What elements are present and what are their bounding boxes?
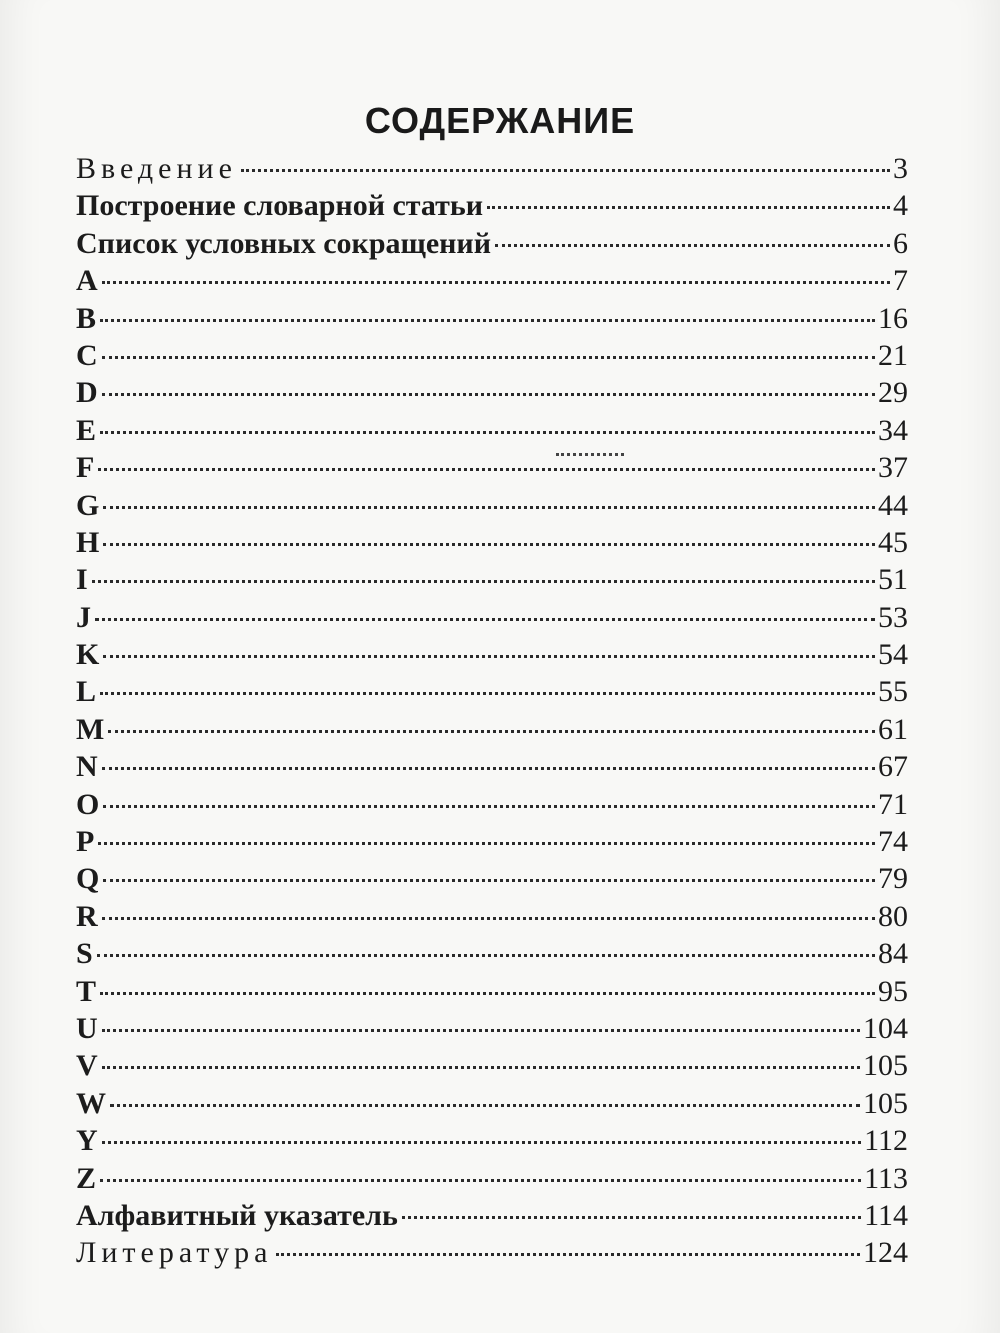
toc-entry	[76, 187, 908, 224]
page-title: СОДЕРЖАНИЕ	[364, 100, 636, 142]
toc-entry	[76, 337, 908, 374]
toc-entry	[76, 636, 908, 673]
toc-entry-label: B	[76, 301, 97, 335]
toc-entry-label: Список условных сокращений	[76, 226, 492, 260]
toc-entry-label: A	[76, 264, 98, 298]
toc-entry-page-number: 71	[878, 787, 908, 821]
toc-entry	[76, 1160, 908, 1197]
toc-entry-page-number: 29	[878, 376, 908, 410]
dot-leader	[102, 767, 875, 770]
toc-entry-page-number: 113	[864, 1161, 908, 1195]
dot-leader	[103, 655, 875, 658]
toc-entry-label: F	[76, 451, 95, 485]
toc-entry	[76, 711, 908, 748]
toc-entry-page-number: 34	[878, 413, 908, 447]
toc-entry-label: S	[76, 937, 93, 971]
toc-entry-label: Y	[76, 1124, 98, 1158]
toc-entry	[76, 898, 908, 935]
dot-leader	[102, 356, 875, 359]
toc-entry	[76, 412, 908, 449]
toc-entry	[76, 1234, 908, 1271]
toc-entry-page-number: 51	[878, 563, 908, 597]
dot-leader	[100, 992, 875, 995]
toc-entry-label: N	[76, 750, 98, 784]
toc-entry-label: U	[76, 1011, 98, 1045]
toc-entry	[76, 1085, 908, 1122]
toc-entry-page-number: 80	[878, 899, 908, 933]
toc-entry-page-number: 53	[878, 600, 908, 634]
toc-entry	[76, 748, 908, 785]
dot-leader	[108, 730, 875, 733]
toc-entry-page-number: 114	[864, 1198, 908, 1232]
toc-entry-page-number: 79	[878, 862, 908, 896]
toc-entry	[76, 673, 908, 710]
toc-entry-label: Алфавитный указатель	[76, 1198, 398, 1232]
dot-leader	[97, 954, 875, 957]
toc-entry-page-number: 84	[878, 937, 908, 971]
toc-entry-page-number: 74	[878, 825, 908, 859]
toc-entry-page-number: 55	[878, 675, 908, 709]
toc-entry	[76, 150, 908, 187]
dot-leader	[98, 842, 875, 845]
dot-leader	[402, 1216, 861, 1219]
toc-entry	[76, 487, 908, 524]
dot-leader	[103, 879, 875, 882]
dot-leader	[103, 506, 875, 509]
toc-entry	[76, 300, 908, 337]
toc-entry-label: T	[76, 974, 97, 1008]
toc-entry-page-number: 54	[878, 638, 908, 672]
toc-entry-page-number: 124	[863, 1236, 908, 1270]
toc-entry	[76, 1197, 908, 1234]
dot-leader	[102, 917, 875, 920]
toc-entry-label: I	[76, 563, 88, 597]
toc-entry-label: Литература	[76, 1236, 273, 1270]
toc-entry-label: H	[76, 525, 100, 559]
toc-entry	[76, 599, 908, 636]
dot-leader	[102, 393, 875, 396]
toc-entry-page-number: 67	[878, 750, 908, 784]
toc-entry-page-number: 105	[863, 1049, 908, 1083]
toc-entry	[76, 449, 908, 486]
toc-entry-label: C	[76, 338, 98, 372]
dot-leader	[110, 1104, 860, 1107]
dot-leader	[100, 1179, 861, 1182]
toc-entry-page-number: 105	[863, 1086, 908, 1120]
dot-leader	[92, 580, 875, 583]
toc-entry	[76, 374, 908, 411]
dot-leader	[95, 618, 875, 621]
dot-leader	[103, 805, 875, 808]
toc-entry-page-number: 95	[878, 974, 908, 1008]
dot-leader	[102, 1029, 860, 1032]
toc-entry	[76, 1047, 908, 1084]
dot-leader	[495, 244, 890, 247]
toc-entry-page-number: 44	[878, 488, 908, 522]
toc-entry-page-number: 3	[893, 152, 908, 185]
dot-leader	[98, 468, 875, 471]
toc-entry-label: Q	[76, 862, 100, 896]
dot-leader	[103, 543, 875, 546]
toc-entry-label: M	[76, 712, 105, 746]
stray-dots	[556, 453, 624, 456]
toc-entry-page-number: 16	[878, 301, 908, 335]
toc-entry	[76, 1010, 908, 1047]
dot-leader	[102, 281, 890, 284]
toc-entry-label: K	[76, 638, 100, 672]
dot-leader	[100, 692, 875, 695]
toc-entry-page-number: 112	[864, 1124, 908, 1158]
dot-leader	[102, 1141, 861, 1144]
dot-leader	[241, 169, 890, 172]
toc-entry	[76, 935, 908, 972]
toc-entry-label: Z	[76, 1161, 97, 1195]
toc-entry-page-number: 45	[878, 525, 908, 559]
toc-entry	[76, 973, 908, 1010]
toc-entry-label: O	[76, 787, 100, 821]
dot-leader	[100, 319, 875, 322]
dot-leader	[100, 431, 875, 434]
dot-leader	[102, 1066, 860, 1069]
toc-entry	[76, 823, 908, 860]
dot-leader	[276, 1253, 860, 1256]
toc-entry	[76, 1122, 908, 1159]
toc-entry-page-number: 4	[893, 189, 908, 223]
toc-entry-page-number: 7	[893, 264, 908, 298]
toc-entry-label: J	[76, 600, 91, 634]
toc-entry	[76, 225, 908, 262]
toc-entry	[76, 524, 908, 561]
toc-entry	[76, 561, 908, 598]
toc-entry-page-number: 37	[878, 451, 908, 485]
toc-entry-label: G	[76, 488, 100, 522]
toc-entry-label: E	[76, 413, 97, 447]
toc-entry-label: L	[76, 675, 97, 709]
toc-entry-page-number: 6	[893, 226, 908, 260]
dot-leader	[487, 206, 890, 209]
toc-entry-label: D	[76, 376, 98, 410]
toc-entry	[76, 860, 908, 897]
toc-entry-label: W	[76, 1086, 106, 1120]
toc-entry-page-number: 21	[878, 338, 908, 372]
toc-entry-label: V	[76, 1049, 98, 1083]
toc-entry-label: R	[76, 899, 98, 933]
table-of-contents	[76, 150, 908, 1272]
toc-entry-label: Построение словарной статьи	[76, 189, 484, 223]
toc-entry	[76, 786, 908, 823]
toc-entry-page-number: 104	[863, 1011, 908, 1045]
toc-entry-page-number: 61	[878, 712, 908, 746]
toc-entry-label: Введение	[76, 152, 237, 185]
toc-entry	[76, 262, 908, 299]
toc-entry-label: P	[76, 825, 95, 859]
